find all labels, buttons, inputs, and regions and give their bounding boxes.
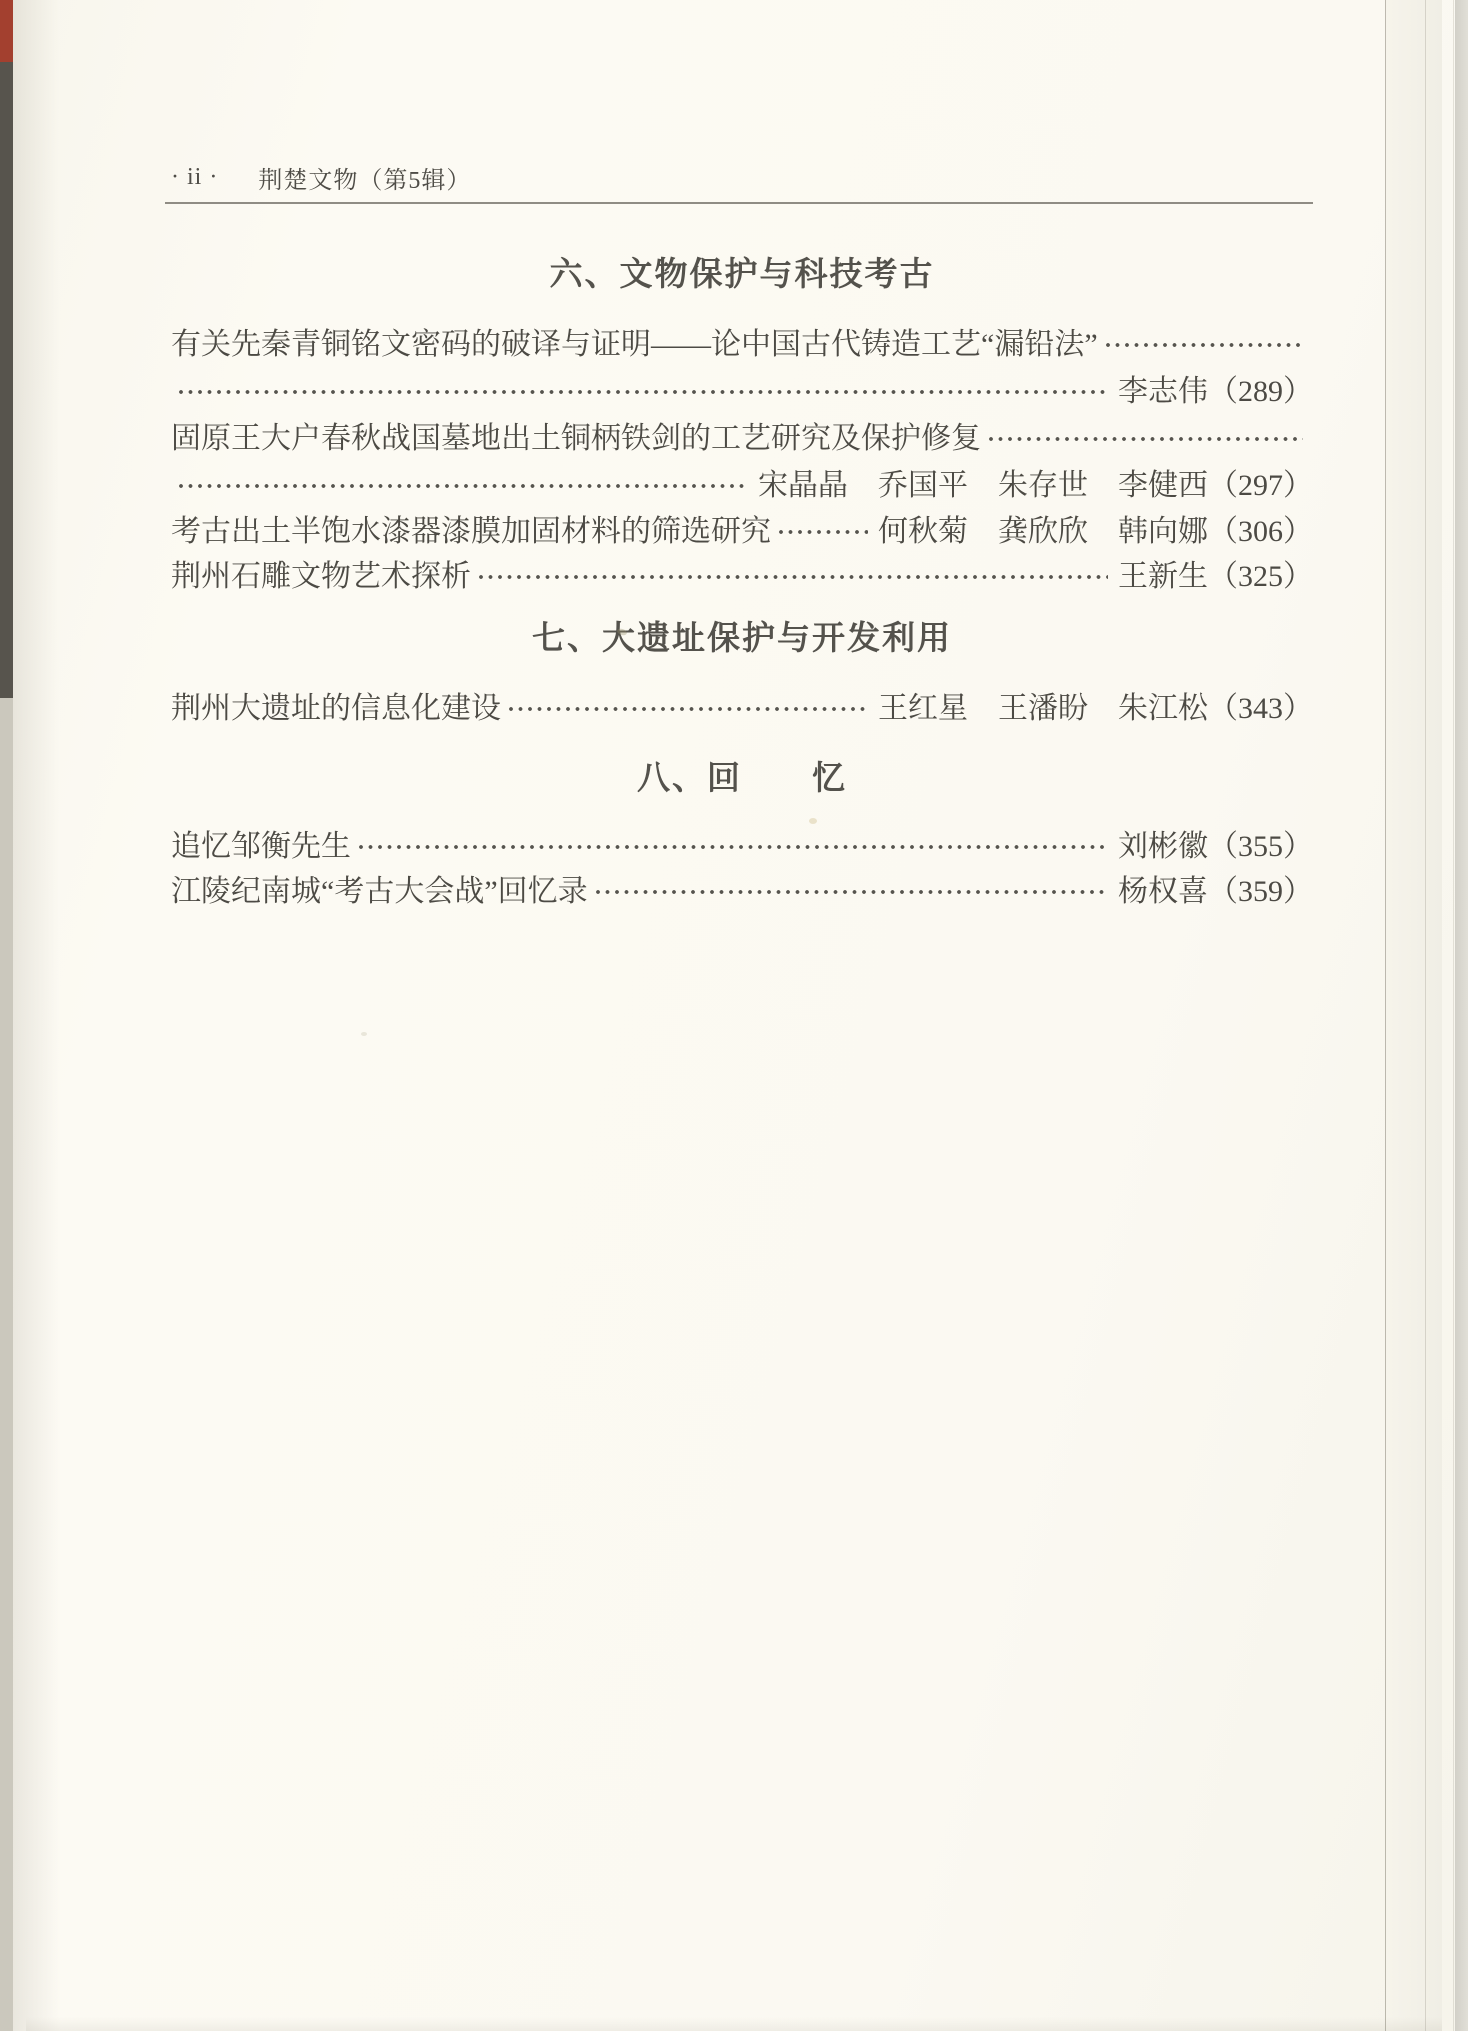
- toc-entry-title: 考古出土半饱水漆器漆膜加固材料的筛选研究: [171, 515, 771, 548]
- toc-entry-authors-page: 王新生（325）: [1118, 560, 1313, 593]
- toc-entry-authors-page: 李志伟（289）: [1118, 375, 1313, 408]
- page-number: · ii ·: [171, 163, 219, 190]
- page-header: [171, 160, 471, 194]
- scanner-right-edge: [1455, 0, 1468, 2031]
- toc-entry-title: 荆州大遗址的信息化建设: [171, 692, 501, 725]
- paper-page: [13, 0, 1455, 2031]
- book-title: 荆楚文物（第5辑）: [258, 167, 472, 194]
- toc-entry-line: [171, 372, 1313, 412]
- toc-entry-line: [171, 419, 1313, 459]
- dot-leader: [507, 696, 868, 726]
- toc-entry-title: 追忆邹衡先生: [171, 830, 351, 863]
- toc-entry-line: [171, 325, 1313, 365]
- dot-leader: [177, 473, 748, 503]
- toc-entry-line: [171, 466, 1313, 506]
- page-edge-line: [1425, 0, 1426, 2031]
- scan-speck: [809, 818, 817, 824]
- book-spine-light-strip: [0, 698, 13, 2031]
- dot-leader: [177, 379, 1108, 409]
- dot-leader: [594, 879, 1108, 909]
- toc-entry-line: [171, 557, 1313, 597]
- book-spine-dark-strip: [0, 62, 13, 698]
- scan-speck: [361, 1032, 367, 1036]
- page-edge-line: [1453, 0, 1454, 2031]
- dot-leader: [1104, 332, 1303, 362]
- page-edge-zone: [1386, 0, 1442, 2031]
- page-bottom-shadow: [26, 2017, 1442, 2031]
- toc-entry-authors-page: 王红星 王潘盼 朱江松（343）: [878, 692, 1313, 725]
- toc-entry-title: 固原王大户春秋战国墓地出土铜柄铁剑的工艺研究及保护修复: [171, 422, 981, 455]
- dot-leader: [777, 519, 868, 549]
- toc-entry-authors-page: 何秋菊 龚欣欣 韩向娜（306）: [878, 515, 1313, 548]
- dot-leader: [357, 834, 1108, 864]
- section-heading-8: 八、回 忆: [637, 759, 847, 796]
- page-crease-line: [1385, 0, 1386, 2031]
- toc-entry-title: 江陵纪南城“考古大会战”回忆录: [171, 875, 588, 908]
- toc-entry-line: [171, 827, 1313, 867]
- section-heading-6: 六、文物保护与科技考古: [549, 255, 935, 292]
- dot-leader: [987, 426, 1303, 456]
- header-rule: [165, 202, 1313, 204]
- toc-entry-line: [171, 872, 1313, 912]
- dot-leader: [477, 564, 1108, 594]
- toc-entry-authors-page: 刘彬徽（355）: [1118, 830, 1313, 863]
- toc-entry-line: [171, 689, 1313, 729]
- toc-entry-title: 荆州石雕文物艺术探析: [171, 560, 471, 593]
- book-spine-red-mark: [0, 0, 13, 62]
- toc-entry-title: 有关先秦青铜铭文密码的破译与证明——论中国古代铸造工艺“漏铅法”: [171, 328, 1098, 361]
- toc-entry-authors-page: 杨权喜（359）: [1118, 875, 1313, 908]
- section-heading-7: 七、大遗址保护与开发利用: [532, 619, 952, 656]
- toc-entry-authors-page: 宋晶晶 乔国平 朱存世 李健西（297）: [758, 469, 1313, 502]
- toc-entry-line: [171, 512, 1313, 552]
